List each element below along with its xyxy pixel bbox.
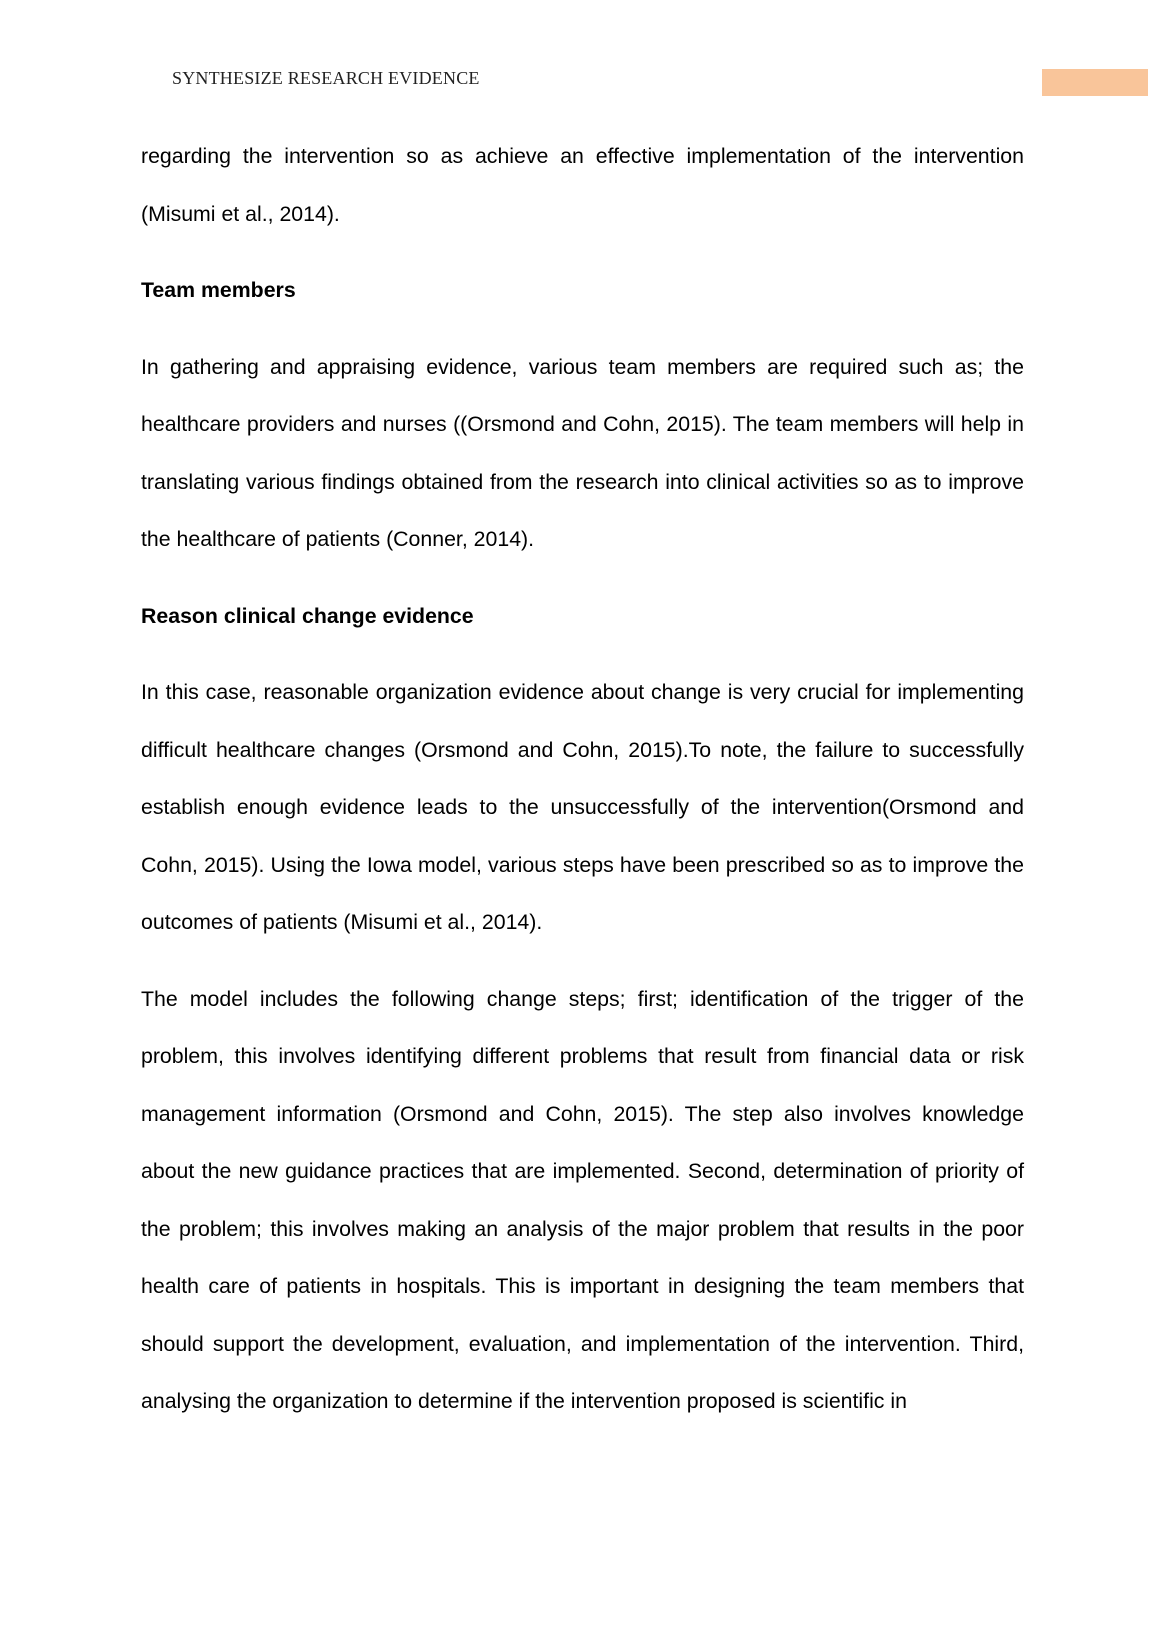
- heading-team-members: Team members: [141, 278, 296, 302]
- paragraph-model-steps: The model includes the following change steps; first; identification of the trigger of the problem, this involves identifying different problems that result from financial data or risk management information (Orsmond and Cohn, 2015). The step also involves knowledge about the new guidance practices that are implemented. Second, determination of priority of the problem; this involves making an analysis of the major problem that results in the poor health care of patients in hospitals. This is important in designing the team members that should support the development, evaluation, and implementation of the intervention. Third, analysing the organization to determine if the intervention proposed is scientific in: [141, 986, 1024, 1413]
- heading-reason-clinical-change: Reason clinical change evidence: [141, 603, 474, 628]
- paragraph-team-members: In gathering and appraising evidence, various team members are required such as; the healthcare providers and nurses ((Orsmond and Cohn, 2015). The team members will help in translating various findings obtained from the research into clinical activities so as to improve the healthcare of patients (Conner, 2014).: [141, 354, 1024, 551]
- running-head: SYNTHESIZE RESEARCH EVIDENCE: [172, 68, 480, 88]
- document-body: [141, 128, 1024, 1450]
- paragraph-reason-evidence: In this case, reasonable organization evidence about change is very crucial for implementing difficult healthcare changes (Orsmond and Cohn, 2015).To note, the failure to successfully establish enough evidence leads to the unsuccessfully of the intervention(Orsmond and Cohn, 2015). Using the Iowa model, various steps have been prescribed so as to improve the outcomes of patients (Misumi et al., 2014).: [141, 680, 1024, 934]
- paragraph-continuation: regarding the intervention so as achieve an effective implementation of the intervention (Misumi et al., 2014).: [141, 144, 1024, 226]
- page-number-box: [1042, 69, 1148, 96]
